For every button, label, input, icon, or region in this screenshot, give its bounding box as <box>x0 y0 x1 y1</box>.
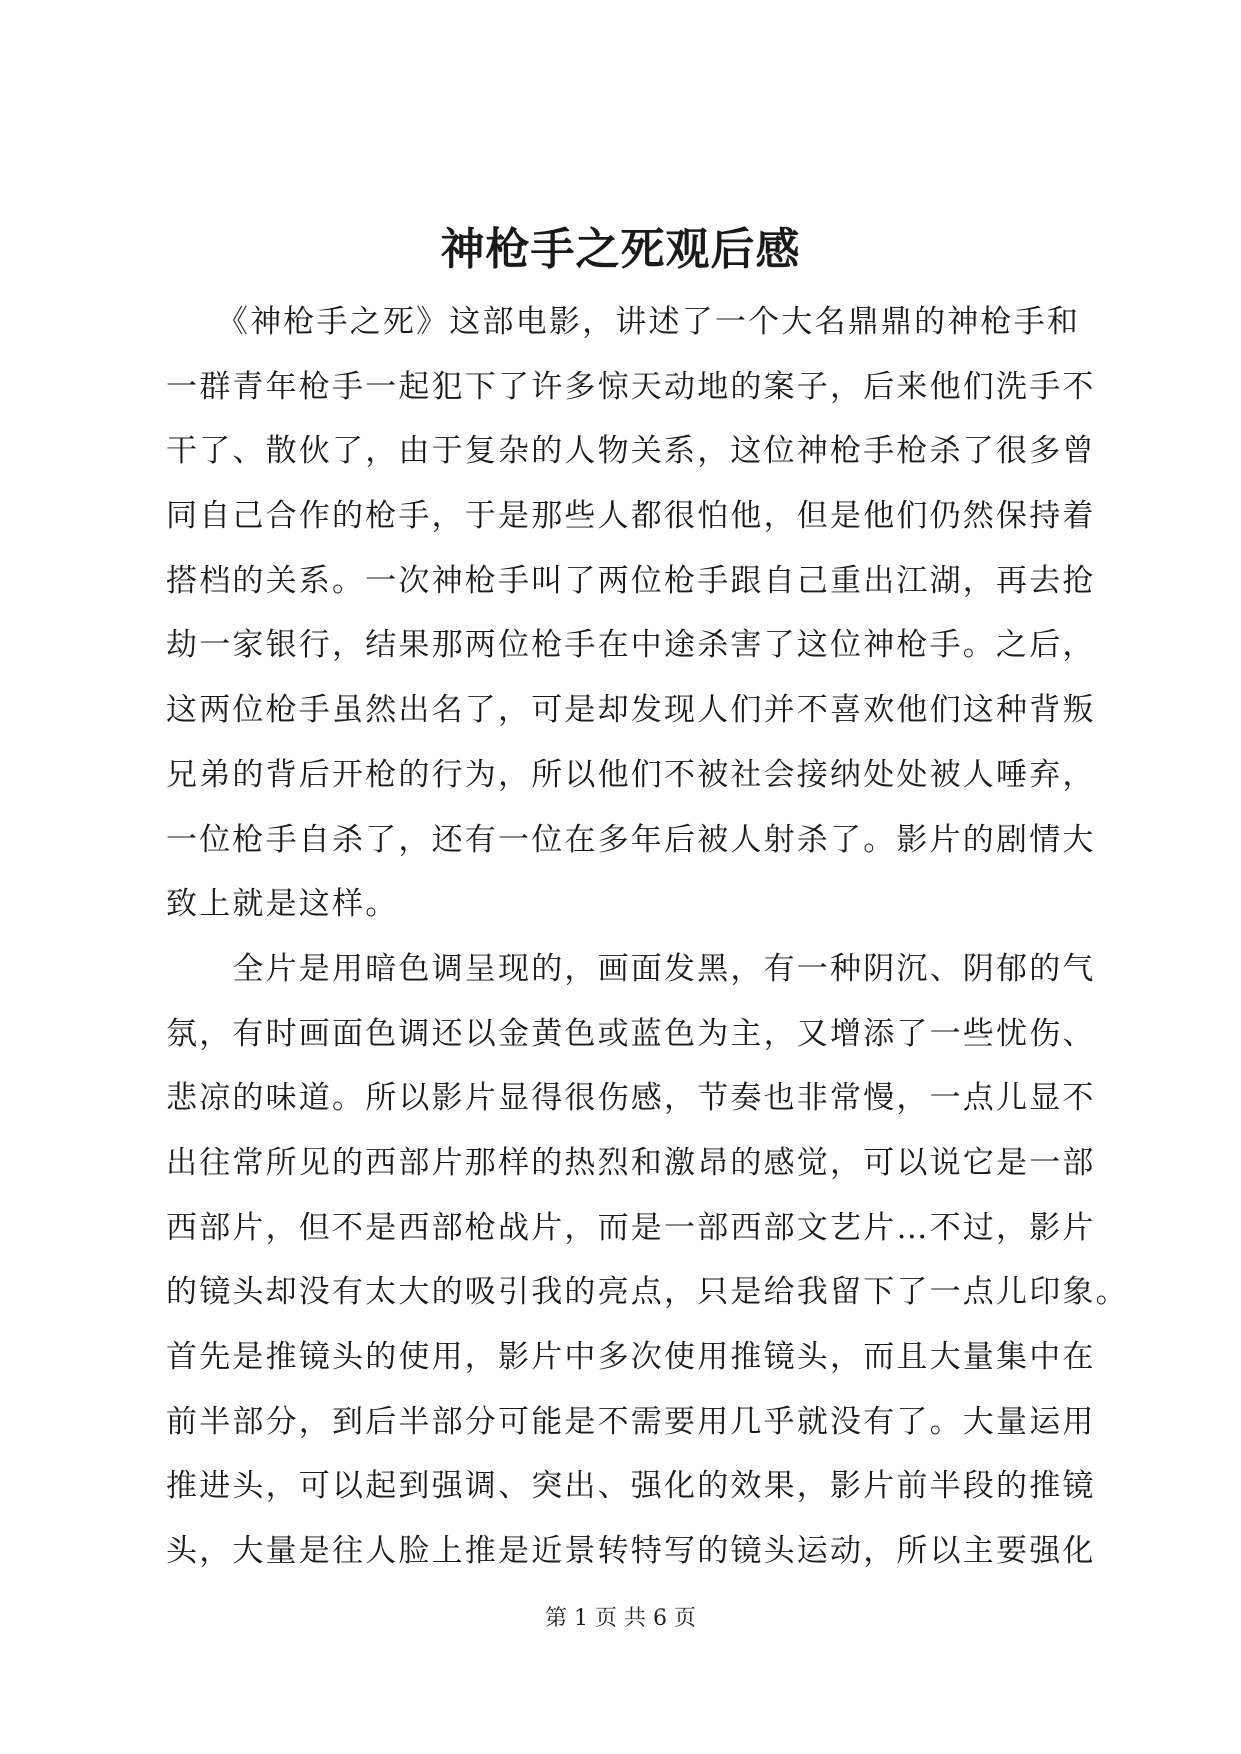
page-number-footer: 第 1 页 共 6 页 <box>545 1606 696 1631</box>
text-line: 《神枪手之死》这部电影，讲述了一个大名鼎鼎的神枪手和 <box>166 304 1081 340</box>
document-title: 神枪手之死观后感 <box>440 224 801 275</box>
text-line: 出往常所见的西部片那样的热烈和激昂的感觉，可以说它是一部 <box>166 1144 1096 1181</box>
text-line: 氛，有时画面色调还以金黄色或蓝色为主，又增添了一些忧伤、 <box>166 1015 1096 1052</box>
text-line: 干了、散伙了，由于复杂的人物关系，这位神枪手枪杀了很多曾 <box>166 433 1096 470</box>
text-line: 一位枪手自杀了，还有一位在多年后被人射杀了。影片的剧情大 <box>166 821 1096 858</box>
text-line: 一群青年枪手一起犯下了许多惊天动地的案子，后来他们洗手不 <box>166 368 1096 405</box>
text-line: 搭档的关系。一次神枪手叫了两位枪手跟自己重出江湖，再去抢 <box>166 562 1096 599</box>
text-line: 西部片，但不是西部枪战片，而是一部西部文艺片…不过，影片 <box>166 1209 1096 1246</box>
document-body <box>166 290 1129 1584</box>
text-line: 首先是推镜头的使用，影片中多次使用推镜头，而且大量集中在 <box>166 1339 1096 1375</box>
text-line: 全片是用暗色调呈现的，画面发黑，有一种阴沉、阴郁的气 <box>166 950 1096 987</box>
text-line: 劫一家银行，结果那两位枪手在中途杀害了这位神枪手。之后， <box>166 627 1096 664</box>
text-line: 致上就是这样。 <box>166 886 399 923</box>
text-line: 同自己合作的枪手，于是那些人都很怕他，但是他们仍然保持着 <box>166 498 1096 535</box>
text-line: 头，大量是往人脸上推是近景转特写的镜头运动，所以主要强化 <box>166 1533 1096 1570</box>
text-line: 前半部分，到后半部分可能是不需要用几乎就没有了。大量运用 <box>166 1403 1096 1440</box>
text-line: 兄弟的背后开枪的行为，所以他们不被社会接纳处处被人唾弃， <box>166 756 1096 793</box>
text-line: 悲凉的味道。所以影片显得很伤感，节奏也非常慢，一点儿显不 <box>166 1080 1096 1117</box>
text-line: 的镜头却没有太大的吸引我的亮点，只是给我留下了一点儿印象。 <box>166 1274 1129 1311</box>
text-line: 这两位枪手虽然出名了，可是却发现人们并不喜欢他们这种背叛 <box>166 692 1096 729</box>
text-line: 推进头，可以起到强调、突出、强化的效果，影片前半段的推镜 <box>166 1468 1096 1505</box>
